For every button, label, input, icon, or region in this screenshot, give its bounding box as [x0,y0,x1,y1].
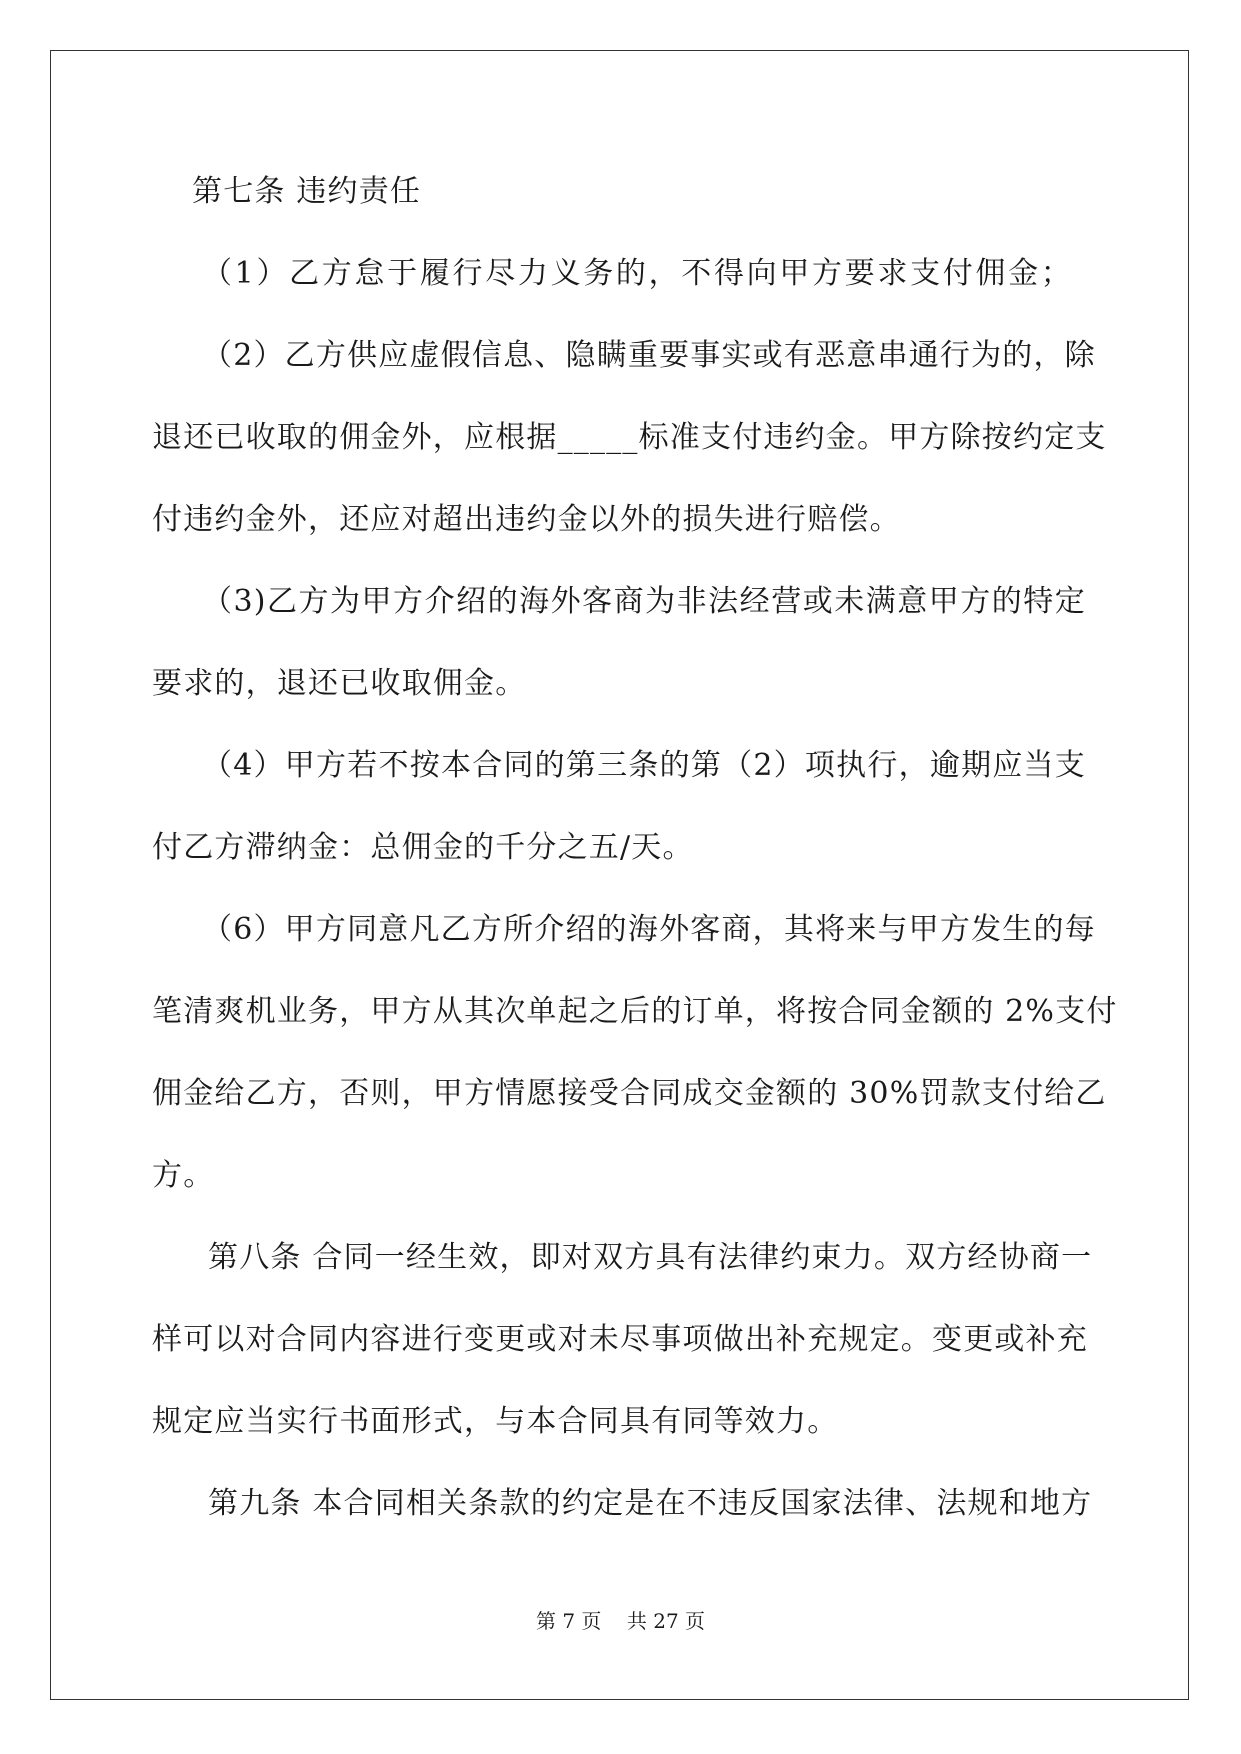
clause-6-line-2: 笔清爽机业务，甲方从其次单起之后的订单，将按合同金额的 2%支付 [152,994,1118,1029]
clause-6-line-1: （6）甲方同意凡乙方所介绍的海外客商，其将来与甲方发生的每 [202,912,1096,947]
document-body [152,160,1118,1554]
page-footer [0,1606,1241,1636]
clause-6-line-4: 方。 [152,1158,215,1193]
clause-2-line-2: 退还已收取的佣金外，应根据_____标准支付违约金。甲方除按约定支 [152,420,1107,455]
article-9-line-1: 第九条 本合同相关条款的约定是在不违反国家法律、法规和地方 [208,1486,1093,1521]
article-8-line-1: 第八条 合同一经生效，即对双方具有法律约束力。双方经协商一 [208,1240,1093,1275]
clause-6-line-3: 佣金给乙方，否则，甲方情愿接受合同成交金额的 30%罚款支付给乙 [152,1076,1107,1111]
article-8-line-3: 规定应当实行书面形式，与本合同具有同等效力。 [152,1404,839,1439]
clause-4-line-1: （4）甲方若不按本合同的第三条的第（2）项执行，逾期应当支 [202,748,1086,783]
clause-2-line-3: 付违约金外，还应对超出违约金以外的损失进行赔偿。 [152,502,901,537]
clause-2-line-1: （2）乙方供应虚假信息、隐瞒重要事实或有恶意串通行为的，除 [202,338,1096,373]
clause-4-line-2: 付乙方滞纳金：总佣金的千分之五/天。 [152,830,694,865]
page-total: 共 27 页 [626,1609,706,1633]
clause-3-line-2: 要求的，退还已收取佣金。 [152,666,527,701]
article-7-heading: 第七条 违约责任 [192,174,422,209]
page-number: 第 7 页 [535,1609,602,1633]
clause-1: （1）乙方怠于履行尽力义务的，不得向甲方要求支付佣金； [202,256,1072,291]
article-8-line-2: 样可以对合同内容进行变更或对未尽事项做出补充规定。变更或补充 [152,1322,1088,1357]
clause-3-line-1: （3)乙方为甲方介绍的海外客商为非法经营或未满意甲方的特定 [202,584,1086,619]
